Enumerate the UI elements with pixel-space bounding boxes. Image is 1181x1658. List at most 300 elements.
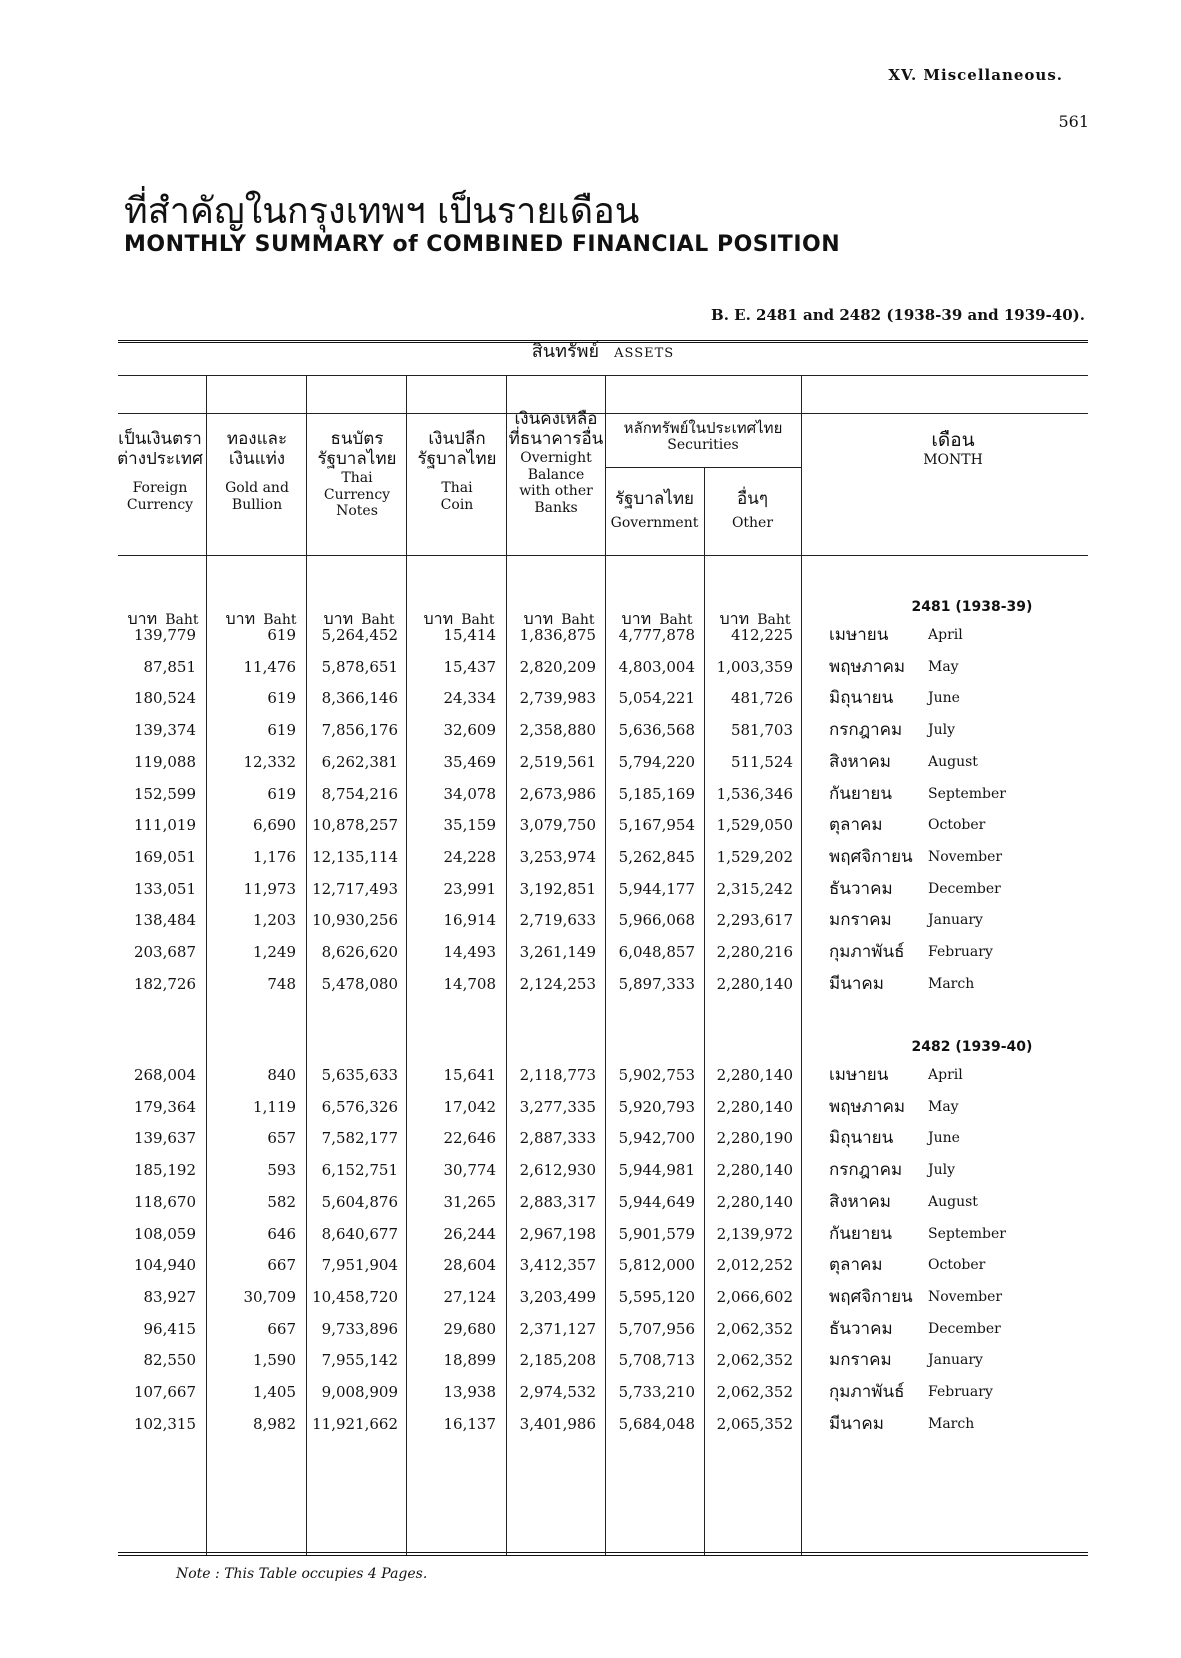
col-thai: ที่ธนาคารอื่น (508, 429, 604, 450)
value-cell: 5,264,452 (321, 626, 398, 644)
value-cell: 10,458,720 (312, 1287, 398, 1306)
value-cell: 3,253,974 (519, 847, 596, 866)
col-thai: เป็นเงินตรา (118, 429, 202, 449)
value-cell: 2,293,617 (716, 911, 793, 930)
value-cell: 5,708,713 (618, 1351, 695, 1370)
value-cell: 3,401,986 (519, 1414, 596, 1433)
value-cell: 3,192,851 (519, 879, 596, 898)
unit-english: Baht (659, 612, 693, 628)
value-cell: 31,265 (443, 1192, 496, 1211)
col-thai: ทองและ (226, 429, 288, 449)
month-english: August (928, 753, 978, 770)
col-english: Overnight (520, 449, 592, 466)
value-cell: 593 (267, 1161, 296, 1180)
value-cell: 11,973 (243, 879, 296, 898)
value-cell: 2,062,352 (716, 1383, 793, 1401)
value-cell: 1,176 (253, 847, 296, 866)
month-thai: มิถุนายน (829, 1128, 894, 1149)
month-english: September (928, 1225, 1006, 1242)
value-cell: 14,493 (443, 943, 496, 961)
value-cell: 2,280,140 (716, 974, 793, 993)
month-thai: ตุลาคม (829, 815, 883, 836)
table-row (118, 619, 1088, 651)
securities-rule (605, 467, 801, 468)
running-head: XV. Miscellaneous. (888, 66, 1063, 84)
value-cell: 619 (267, 721, 296, 740)
value-cell: 35,469 (443, 752, 496, 771)
year-heading: 2481 (1938-39) (911, 599, 1033, 615)
value-cell: 32,609 (443, 721, 496, 740)
value-cell: 30,709 (243, 1287, 296, 1306)
value-cell: 169,051 (133, 847, 196, 866)
value-cell: 2,062,352 (716, 1351, 793, 1370)
value-cell: 28,604 (443, 1256, 496, 1275)
col-thai: รัฐบาลไทย (615, 489, 694, 509)
month-thai: พฤศจิกายน (829, 1286, 913, 1307)
value-cell: 8,626,620 (321, 943, 398, 961)
value-cell: 5,595,120 (618, 1287, 695, 1306)
col-thai: เงินแท่ง (228, 449, 286, 470)
value-cell: 1,529,202 (716, 847, 793, 866)
value-cell: 2,065,352 (716, 1414, 793, 1433)
value-cell: 2,371,127 (519, 1319, 596, 1338)
value-cell: 11,476 (243, 657, 296, 676)
value-cell: 2,519,561 (519, 752, 596, 771)
value-cell: 14,708 (443, 974, 496, 993)
value-cell: 108,059 (133, 1224, 196, 1243)
value-cell: 2,139,972 (716, 1224, 793, 1243)
unit-english: Baht (263, 612, 297, 628)
value-cell: 111,019 (133, 816, 196, 835)
month-english: February (928, 1384, 993, 1400)
value-cell: 34,078 (443, 784, 496, 803)
value-cell: 5,878,651 (321, 657, 398, 676)
value-cell: 5,167,954 (618, 816, 695, 835)
value-cell: 2,358,880 (519, 721, 596, 740)
value-cell: 180,524 (133, 689, 196, 708)
month-thai: เมษายน (829, 1065, 889, 1085)
value-cell: 5,604,876 (321, 1192, 398, 1211)
month-english-label: MONTH (923, 451, 983, 468)
value-cell: 5,901,579 (618, 1224, 695, 1243)
value-cell: 102,315 (133, 1414, 196, 1433)
value-cell: 1,249 (253, 943, 296, 961)
col-header-thai-coin (408, 429, 506, 513)
table-row (118, 1281, 1088, 1313)
month-thai: มิถุนายน (829, 688, 894, 709)
value-cell: 2,887,333 (519, 1129, 596, 1148)
assets-thai: สินทรัพย์ (531, 341, 600, 362)
month-thai: กรกฎาคม (829, 1160, 903, 1181)
value-cell: 9,733,896 (321, 1319, 398, 1338)
col-english: Bullion (231, 496, 283, 513)
value-cell: 2,280,140 (716, 1066, 793, 1084)
value-cell: 667 (267, 1319, 296, 1338)
value-cell: 15,437 (443, 657, 496, 676)
month-english: April (928, 627, 963, 643)
col-english: Other (731, 515, 774, 532)
col-english: with other (519, 483, 593, 500)
value-cell: 3,277,335 (519, 1097, 596, 1116)
col-english: Thai (341, 469, 373, 486)
value-cell: 24,228 (443, 847, 496, 866)
month-thai: มีนาคม (829, 1413, 884, 1434)
header-bottom-rule (118, 555, 1088, 556)
period-label: B. E. 2481 and 2482 (1938-39 and 1939-40). (711, 306, 1085, 324)
page-number: 561 (1058, 112, 1089, 131)
unit-english: Baht (361, 612, 395, 628)
month-thai: กุมภาพันธ์ (829, 1382, 905, 1402)
value-cell: 96,415 (143, 1319, 196, 1338)
value-cell: 4,803,004 (618, 657, 695, 676)
value-cell: 107,667 (133, 1383, 196, 1401)
value-cell: 657 (267, 1129, 296, 1148)
value-cell: 8,366,146 (321, 689, 398, 708)
unit-thai: บาท (719, 609, 750, 628)
value-cell: 1,203 (253, 911, 296, 930)
unit-thai: บาท (523, 609, 554, 628)
value-cell: 10,878,257 (312, 816, 398, 835)
value-cell: 7,951,904 (321, 1256, 398, 1275)
value-cell: 30,774 (443, 1161, 496, 1180)
col-english: Banks (534, 500, 578, 517)
month-english: December (928, 880, 1001, 897)
col-english: Balance (527, 466, 585, 483)
value-cell: 11,921,662 (312, 1414, 398, 1433)
table-row (118, 841, 1088, 873)
unit-thai: บาท (423, 609, 454, 628)
value-cell: 1,003,359 (716, 657, 793, 676)
value-cell: 2,739,983 (519, 689, 596, 708)
month-english: October (928, 1257, 986, 1274)
month-thai: กันยายน (829, 783, 893, 804)
value-cell: 5,635,633 (321, 1066, 398, 1084)
month-english: January (928, 912, 983, 929)
month-english: April (928, 1067, 963, 1083)
value-cell: 5,944,177 (618, 879, 695, 898)
value-cell: 15,641 (443, 1066, 496, 1084)
month-english: January (928, 1352, 983, 1369)
value-cell: 5,966,068 (618, 911, 695, 930)
col-thai: ธนบัตร (330, 429, 384, 449)
month-thai: ตุลาคม (829, 1255, 883, 1276)
value-cell: 29,680 (443, 1319, 496, 1338)
value-cell: 152,599 (133, 784, 196, 803)
value-cell: 5,944,649 (618, 1192, 695, 1211)
value-cell: 139,779 (133, 626, 196, 644)
value-cell: 619 (267, 689, 296, 708)
month-thai: กันยายน (829, 1223, 893, 1244)
month-thai: พฤษภาคม (829, 656, 906, 677)
unit-english: Baht (461, 612, 495, 628)
month-english: August (928, 1193, 978, 1210)
value-cell: 15,414 (443, 626, 496, 644)
col-thai: ต่างประเทศ (117, 449, 203, 470)
value-cell: 27,124 (443, 1287, 496, 1306)
value-cell: 2,185,208 (519, 1351, 596, 1370)
month-english: October (928, 817, 986, 834)
value-cell: 8,982 (253, 1414, 296, 1433)
table-row (118, 1344, 1088, 1376)
table-row (118, 682, 1088, 714)
col-thai: เงินคงเหลือ (514, 409, 598, 429)
assets-header (118, 341, 1088, 363)
value-cell: 582 (267, 1192, 296, 1211)
table-row (118, 1249, 1088, 1281)
month-thai: เมษายน (829, 625, 889, 645)
value-cell: 2,612,930 (519, 1161, 596, 1180)
value-cell: 22,646 (443, 1129, 496, 1148)
value-cell: 1,590 (253, 1351, 296, 1370)
value-cell: 7,955,142 (321, 1351, 398, 1370)
value-cell: 5,636,568 (618, 721, 695, 740)
year-heading: 2482 (1939-40) (911, 1039, 1033, 1055)
assets-english: ASSETS (614, 346, 675, 361)
value-cell: 1,836,875 (519, 626, 596, 644)
col-header-gold-bullion (208, 429, 306, 513)
value-cell: 5,054,221 (618, 689, 695, 708)
value-cell: 5,812,000 (618, 1256, 695, 1275)
month-thai: มกราคม (829, 1350, 892, 1371)
col-header-foreign-currency (112, 429, 208, 513)
table-row (118, 778, 1088, 810)
col-header-overnight-balance (507, 409, 605, 517)
value-cell: 5,794,220 (618, 752, 695, 771)
month-thai: สิงหาคม (829, 751, 892, 772)
value-cell: 139,637 (133, 1129, 196, 1148)
value-cell: 511,524 (730, 752, 793, 771)
table-row (118, 1313, 1088, 1345)
securities-header (605, 419, 801, 454)
month-english: June (928, 1130, 960, 1147)
value-cell: 83,927 (143, 1287, 196, 1306)
value-cell: 3,261,149 (519, 943, 596, 961)
table-row (118, 746, 1088, 778)
value-cell: 5,920,793 (618, 1097, 695, 1116)
month-english: June (928, 690, 960, 707)
value-cell: 2,280,140 (716, 1192, 793, 1211)
table-row (118, 714, 1088, 746)
unit-english: Baht (165, 612, 199, 628)
col-header-month (818, 429, 1088, 469)
value-cell: 2,280,140 (716, 1161, 793, 1180)
value-cell: 5,942,700 (618, 1129, 695, 1148)
value-cell: 5,902,753 (618, 1066, 695, 1084)
securities-english: Securities (667, 437, 739, 453)
value-cell: 5,897,333 (618, 974, 695, 993)
month-thai: มีนาคม (829, 973, 884, 994)
value-cell: 840 (267, 1066, 296, 1084)
value-cell: 4,777,878 (618, 626, 695, 644)
value-cell: 179,364 (133, 1097, 196, 1116)
month-english: February (928, 944, 993, 960)
value-cell: 2,967,198 (519, 1224, 596, 1243)
value-cell: 412,225 (730, 626, 793, 644)
financial-table (118, 340, 1088, 1556)
month-english: July (928, 1162, 956, 1179)
unit-english: Baht (561, 612, 595, 628)
col-english: Gold and (225, 479, 289, 496)
value-cell: 12,717,493 (312, 879, 398, 898)
value-cell: 139,374 (133, 721, 196, 740)
value-cell: 104,940 (133, 1256, 196, 1275)
value-cell: 118,670 (133, 1192, 196, 1211)
value-cell: 9,008,909 (321, 1383, 398, 1401)
value-cell: 1,536,346 (716, 784, 793, 803)
value-cell: 2,280,140 (716, 1097, 793, 1116)
value-cell: 2,124,253 (519, 974, 596, 993)
unit-thai: บาท (323, 609, 354, 628)
col-header-government (605, 489, 704, 532)
table-row (118, 1091, 1088, 1123)
month-english: November (928, 848, 1003, 865)
value-cell: 16,914 (443, 911, 496, 930)
month-english: July (928, 722, 956, 739)
col-english: Government (610, 515, 699, 532)
table-row (118, 1154, 1088, 1186)
table-row (118, 873, 1088, 905)
table-row (118, 904, 1088, 936)
value-cell: 3,079,750 (519, 816, 596, 835)
value-cell: 12,332 (243, 752, 296, 771)
month-english: December (928, 1320, 1001, 1337)
value-cell: 182,726 (133, 974, 196, 993)
col-header-currency-notes (308, 429, 406, 520)
value-cell: 17,042 (443, 1097, 496, 1116)
value-cell: 2,974,532 (519, 1383, 596, 1401)
value-cell: 18,899 (443, 1351, 496, 1370)
value-cell: 6,152,751 (321, 1161, 398, 1180)
table-note: Note : This Table occupies 4 Pages. (176, 1566, 428, 1582)
unit-thai: บาท (225, 609, 256, 628)
value-cell: 13,938 (443, 1383, 496, 1401)
month-english: May (928, 1098, 959, 1115)
value-cell: 3,412,357 (519, 1256, 596, 1275)
value-cell: 1,529,050 (716, 816, 793, 835)
col-thai: รัฐบาลไทย (417, 449, 497, 470)
value-cell: 87,851 (143, 657, 196, 676)
table-row (118, 809, 1088, 841)
month-english: November (928, 1288, 1003, 1305)
month-english: March (928, 975, 975, 992)
value-cell: 748 (267, 974, 296, 993)
col-thai: รัฐบาลไทย (317, 449, 397, 470)
table-row (118, 651, 1088, 683)
title-thai: ที่สำคัญในกรุงเทพฯ เป็นรายเดือน (124, 191, 640, 232)
value-cell: 2,062,352 (716, 1319, 793, 1338)
table-row (118, 936, 1088, 968)
value-cell: 7,856,176 (321, 721, 398, 740)
title-english: MONTHLY SUMMARY of COMBINED FINANCIAL POSITION (124, 232, 841, 257)
value-cell: 5,944,981 (618, 1161, 695, 1180)
value-cell: 2,719,633 (519, 911, 596, 930)
value-cell: 2,673,986 (519, 784, 596, 803)
value-cell: 481,726 (730, 689, 793, 708)
col-english: Thai (441, 479, 473, 496)
value-cell: 10,930,256 (312, 911, 398, 930)
month-thai: กุมภาพันธ์ (829, 942, 905, 962)
value-cell: 619 (267, 784, 296, 803)
value-cell: 12,135,114 (312, 847, 398, 866)
col-english: Currency (126, 496, 194, 513)
month-thai: พฤศจิกายน (829, 846, 913, 867)
value-cell: 26,244 (443, 1224, 496, 1243)
value-cell: 2,315,242 (716, 879, 793, 898)
month-thai: ธันวาคม (829, 1318, 893, 1339)
unit-thai: บาท (621, 609, 652, 628)
month-english: September (928, 785, 1006, 802)
value-cell: 5,185,169 (618, 784, 695, 803)
value-cell: 5,262,845 (618, 847, 695, 866)
value-cell: 2,066,602 (716, 1287, 793, 1306)
value-cell: 8,754,216 (321, 784, 398, 803)
value-cell: 6,576,326 (321, 1097, 398, 1116)
value-cell: 2,012,252 (716, 1256, 793, 1275)
col-english: Coin (440, 496, 474, 513)
table-row (118, 968, 1088, 1000)
table-row (118, 1059, 1088, 1091)
month-english: March (928, 1415, 975, 1432)
value-cell: 185,192 (133, 1161, 196, 1180)
value-cell: 268,004 (133, 1066, 196, 1084)
value-cell: 5,478,080 (321, 974, 398, 993)
value-cell: 3,203,499 (519, 1287, 596, 1306)
value-cell: 24,334 (443, 689, 496, 708)
value-cell: 619 (267, 626, 296, 644)
value-cell: 16,137 (443, 1414, 496, 1433)
value-cell: 6,262,381 (321, 752, 398, 771)
value-cell: 2,280,216 (716, 943, 793, 961)
value-cell: 5,707,956 (618, 1319, 695, 1338)
col-thai: อื่นๆ (737, 489, 768, 509)
value-cell: 5,684,048 (618, 1414, 695, 1433)
value-cell: 581,703 (730, 721, 793, 740)
securities-thai: หลักทรัพย์ในประเทศไทย (623, 419, 783, 437)
month-thai: พฤษภาคม (829, 1096, 906, 1117)
value-cell: 133,051 (133, 879, 196, 898)
value-cell: 1,405 (253, 1383, 296, 1401)
value-cell: 1,119 (253, 1097, 296, 1116)
assets-rule (118, 375, 1088, 376)
table-row (118, 1408, 1088, 1440)
value-cell: 203,687 (133, 943, 196, 961)
value-cell: 5,733,210 (618, 1383, 695, 1401)
unit-thai: บาท (127, 609, 158, 628)
table-row (118, 1376, 1088, 1408)
col-english: Notes (336, 503, 378, 520)
value-cell: 7,582,177 (321, 1129, 398, 1148)
month-thai-label: เดือน (931, 429, 975, 451)
col-english: Foreign (132, 479, 188, 496)
month-thai: กรกฎาคม (829, 720, 903, 741)
value-cell: 6,048,857 (618, 943, 695, 961)
month-thai: ธันวาคม (829, 878, 893, 899)
col-english: Currency (323, 486, 391, 503)
month-thai: มกราคม (829, 910, 892, 931)
col-thai: เงินปลีก (428, 429, 486, 449)
table-row (118, 1218, 1088, 1250)
value-cell: 82,550 (143, 1351, 196, 1370)
value-cell: 2,118,773 (519, 1066, 596, 1084)
value-cell: 35,159 (443, 816, 496, 835)
value-cell: 2,820,209 (519, 657, 596, 676)
value-cell: 667 (267, 1256, 296, 1275)
value-cell: 6,690 (253, 816, 296, 835)
value-cell: 119,088 (133, 752, 196, 771)
table-row (118, 1186, 1088, 1218)
col-header-other (704, 489, 801, 532)
value-cell: 138,484 (133, 911, 196, 930)
